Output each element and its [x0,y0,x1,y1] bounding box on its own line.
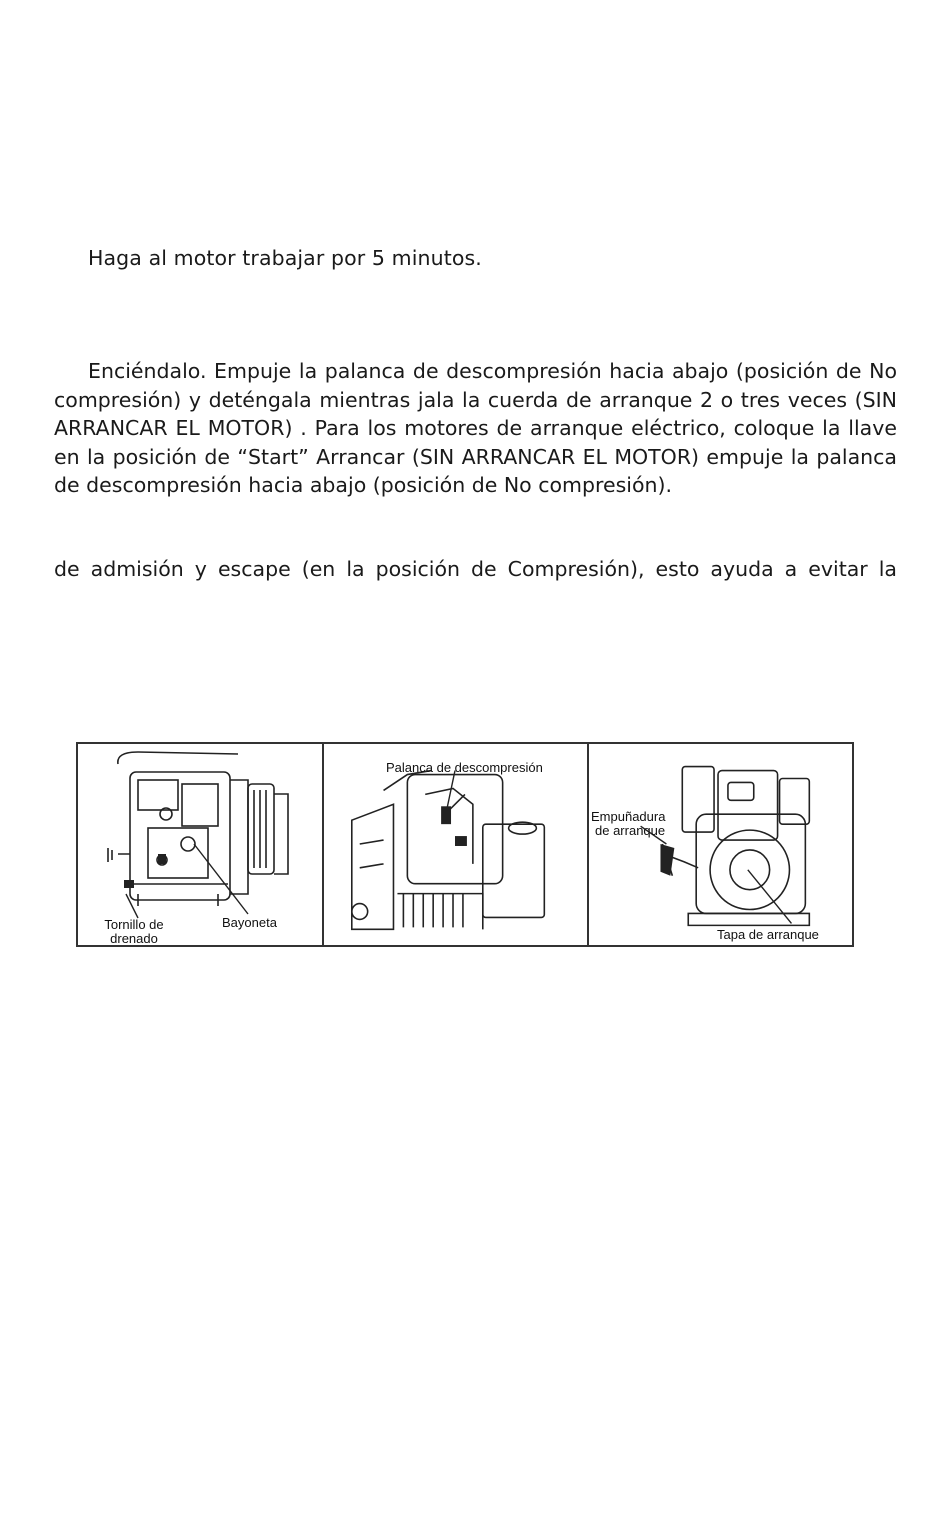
engine-figure [76,742,854,947]
recoil-starter-drawing [589,744,852,945]
instruction-run-engine: Haga al motor trabajar por 5 minutos. [88,246,482,270]
figure-panel-drain [78,744,322,945]
instruction-start-text: Enciéndalo. Empuje la palanca de descompresión hacia abajo (posición de No compresión) y deténgala mientras jala la cuerda de arranque 2 o tres veces (SIN ARRANCAR EL MOTOR) . Para los motores de arranque eléctrico, coloque la llave en la posición de “Start” Arrancar (SIN ARRANCAR EL MOTOR) empuje la palanca de descompresión hacia abajo (posición de No compresión). [54,359,897,497]
label-starter-cover: Tapa de arranque [717,927,819,942]
instruction-fragment: de admisión y escape (en la posición de Compresión), esto ayuda a evitar la [54,557,897,581]
instruction-start-paragraph [54,357,897,500]
label-dipstick: Bayoneta [222,915,277,930]
figure-panel-decompression [322,744,587,945]
label-drain-screw: Tornillo de drenado [104,917,164,946]
figure-panel-starter [587,744,852,945]
label-decompression-lever: Palanca de descompresión [386,760,543,775]
label-starter-handle: Empuñadura de arranque [591,809,666,838]
engine-side-drawing [78,744,322,945]
